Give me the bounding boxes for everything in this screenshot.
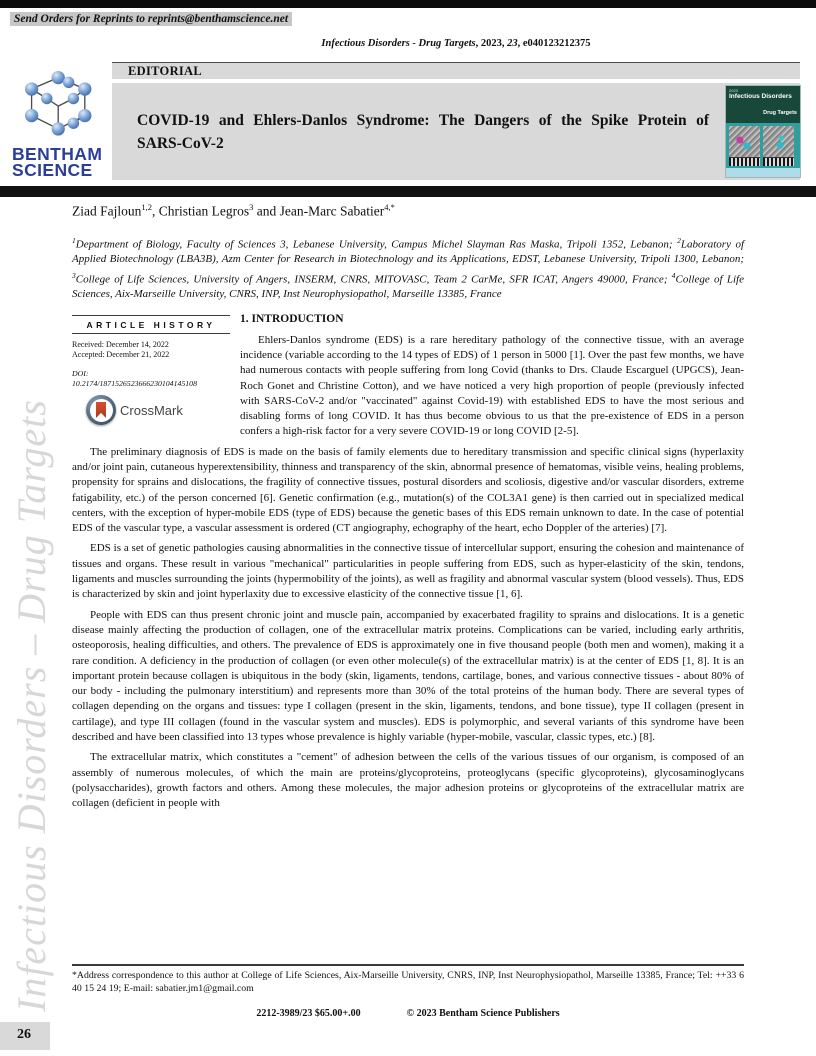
author-separator: , bbox=[152, 203, 159, 219]
citation-volume: 23 bbox=[507, 38, 518, 49]
affiliation-marker: 1 bbox=[72, 235, 76, 245]
cover-molecule-image-left bbox=[729, 126, 760, 166]
section-label-band bbox=[112, 62, 800, 79]
reprint-notice-text[interactable]: Send Orders for Reprints to reprints@benthamscience.net bbox=[10, 12, 292, 26]
author-name: Christian Legros bbox=[158, 203, 250, 219]
paragraph: People with EDS can thus present chronic joint and muscle pain, accompanied by exacerbated fragility to sprains and dislocations. It is a genetic disease mainly affecting the production of collagen, one of the extracellular matrix proteins. Complications can be varied, including early arthritis, osteoporosis, healing difficulties, and others. The prevalence of EDS is approximately one in five thousand people (both men and women), making it a rare condition. A deficiency in the production of collagen (or even other molecule(s) of the extracellular matrix) is at the center of EDS [1, 8]. It is an important protein because collagen is ubiquitous in the body (skin, ligaments, tendons, cartilage, bones, and various connective tissues - about 80% of our body - including the pulmonary interstitium) and represents more than 30% of the total proteins of the human body. There are several types of collagen depending on the organs and tissues: type I collagen (present in the skin, ligaments, tendons, and bone tissue), type II collagen (present in cartilage), and type III collagen (found in the vascular system and muscles). EDS is polymorphic, and several variants of this syndrome have been described and have been classified into 13 types whose prevalence is highly variable (hyper-mobile, vascular, classic types, etc.) [8]. bbox=[72, 608, 744, 744]
section-label: EDITORIAL bbox=[128, 64, 203, 78]
page-footer bbox=[72, 1008, 744, 1019]
doi-value[interactable]: 10.2174/1871526523666230104145108 bbox=[72, 379, 197, 389]
doi-label: DOI: bbox=[72, 369, 89, 379]
article-history-dates bbox=[72, 334, 230, 362]
author-affil-marker: 3 bbox=[249, 202, 254, 212]
introduction-section bbox=[72, 313, 744, 812]
journal-cover-thumbnail[interactable] bbox=[726, 86, 800, 177]
cover-header bbox=[726, 86, 800, 123]
affiliations bbox=[72, 233, 744, 303]
cover-filmstrip bbox=[729, 157, 760, 166]
crossmark-badge[interactable] bbox=[86, 395, 230, 425]
publisher-name-line2: SCIENCE bbox=[12, 160, 93, 181]
correspondence-footnote[interactable]: *Address correspondence to this author at College of Life Sciences, Aix-Marseille University, CNRS, INP, Inst Neurophysiopathol, Marseille 13385, France; Tel: ++33 6 40 15 24 19; E-mail: sabatier.jm1@gmail.com bbox=[72, 964, 744, 995]
crossmark-label: CrossMark bbox=[120, 402, 183, 418]
affiliation-text: College of Life Sciences, Aix-Marseille University, CNRS, INP, Inst Neurophysiopathol, Marseille 13385, France bbox=[72, 273, 744, 301]
affiliation-text: Laboratory of Applied Biotechnology (LBA3B), Azm Center for Research in Biotechnology and its Applications, EDST, Lebanese University, Tripoli 1300, Lebanon; bbox=[72, 238, 744, 266]
author-separator: and bbox=[253, 203, 280, 219]
citation-article-id: , e040123212375 bbox=[517, 38, 591, 49]
accepted-date: Accepted: December 21, 2022 bbox=[72, 350, 170, 360]
issn-price: 2212-3989/23 $65.00+.00 bbox=[256, 1008, 361, 1019]
author-name: Jean-Marc Sabatier bbox=[279, 203, 385, 219]
section-heading-introduction: 1. INTRODUCTION bbox=[240, 312, 344, 325]
affiliation-marker: 3 bbox=[72, 270, 76, 280]
author-line bbox=[72, 202, 744, 220]
author-affil-marker: 4,* bbox=[384, 202, 395, 212]
cover-year: 2023 bbox=[729, 88, 738, 93]
doi-block bbox=[72, 369, 230, 389]
molecule-logo-icon bbox=[14, 70, 110, 146]
paragraph: The preliminary diagnosis of EDS is made on the basis of family elements due to hereditary transmission and specific clinical signs (hyperlaxity and/or joint pain, cutaneous hyperextensibility, thinness and transparency of the skin, abnormal presence of hematomas, visible veins, healing problems, propensity for sprains and dislocations, the fragility of connective tissues, postural disorders and scoliosis, digestive and/or vascular disorders, extreme fatigability, etc.) of the person concerned [6]. Genetic confirmation (e.g., mutation(s) of the COL3A1 gene) is then carried out in specialized medical centers, with the exception of hyper-mobile EDS (type of EDS) because the genetic bases of this EDS remain unknown to date. In the case of potential EDS of the vascular type, a vascular assessment is ordered (CT angiography, echography of the heart, echo Doppler of the arteries) [7]. bbox=[72, 445, 744, 535]
author-affil-marker: 1,2 bbox=[141, 202, 152, 212]
header-divider-bar bbox=[0, 186, 816, 197]
copyright-notice: © 2023 Bentham Science Publishers bbox=[406, 1008, 560, 1019]
citation-year: , 2023, bbox=[475, 38, 508, 49]
article-history-heading: ARTICLE HISTORY bbox=[86, 319, 216, 330]
citation-journal: Infectious Disorders - Drug Targets bbox=[321, 38, 476, 49]
affiliation-marker: 4 bbox=[671, 270, 676, 280]
paragraph: Ehlers-Danlos syndrome (EDS) is a rare hereditary pathology of the connective tissue, with an average incidence (variable according to the 14 types of EDS) of 1 person in 5000 [1]. Over the past few months, we have had numerous contacts with people suffering from long Covid (thanks to Drs. Claude Escarguel (UPGCS), Jean-Roch Gonet and Christine Cotton), and we have noticed a very high proportion of people (previously infected with SARS-CoV-2 and/or "vaccinated" against Covid-19) with established EDS to have the most serious and disabling forms of long COVID. It has thus become obvious to us that the pre-existence of EDS in a person confers a high-risk factor for a very severe COVID-19 or long COVID [2-5]. bbox=[240, 333, 744, 438]
article-history-box bbox=[72, 315, 230, 439]
reprint-notice bbox=[10, 13, 292, 25]
publisher-logo bbox=[12, 70, 112, 181]
cover-subtitle: Drug Targets bbox=[763, 110, 797, 116]
page-title: COVID-19 and Ehlers-Danlos Syndrome: The Dangers of the Spike Protein of SARS-CoV-2 bbox=[137, 112, 709, 153]
affiliation-text: Department of Biology, Faculty of Sciences 3, Lebanese University, Campus Michel Slayman Ras Maska, Tripoli 1352, Lebanon; bbox=[75, 238, 678, 251]
paragraph: The extracellular matrix, which constitutes a "cement" of adhesion between the cells of the various tissues of our organism, is composed of an assembly of numerous molecules, of which the main are proteins/glycoproteins, proteoglycans (specific glycoproteins), glycosaminoglycans (polysaccharides), growth factors and others. Among these molecules, the major adhesion proteins or glycoproteins of the extracellular matrix are collagen (deficient in people with bbox=[72, 751, 744, 810]
article-header bbox=[112, 62, 800, 180]
journal-citation bbox=[112, 38, 800, 49]
cover-molecule-image-right bbox=[763, 126, 794, 166]
article-body bbox=[72, 202, 744, 817]
page-number: 26 bbox=[0, 1022, 50, 1050]
affiliation-text: College of Life Sciences, University of Angers, INSERM, CNRS, MITOVASC, Team 2 CarMe, SFR ICAT, Angers 49000, France; bbox=[75, 273, 672, 286]
publisher-name-line1: BENTHAM bbox=[12, 144, 103, 164]
crossmark-ribbon-icon bbox=[96, 402, 106, 418]
top-rule-bar bbox=[0, 0, 816, 8]
cover-title: Infectious Disorders bbox=[729, 93, 792, 100]
cover-footer-strip bbox=[726, 168, 800, 177]
sidebar-journal-title: Infectious Disorders – Drug Targets bbox=[9, 399, 54, 1012]
received-date: Received: December 14, 2022 bbox=[72, 339, 169, 349]
publisher-name bbox=[12, 144, 112, 181]
author-name: Ziad Fajloun bbox=[72, 203, 142, 219]
paragraph: EDS is a set of genetic pathologies causing abnormalities in the connective tissue of intercellular support, ensuring the cohesion and maintenance of tissues and organs. These result in various "mechanical" particularities in people suffering from EDS, such as hyper-elasticity of the skin, tendons, ligaments and muscles surrounding the joints (hypermobility of the joints), as well as fragility and abnormal vascular system (blood vessels). Thus, EDS is characterized by skin and joint hyperlaxity due to excessive elasticity of the connective tissue [1, 6]. bbox=[72, 542, 744, 601]
crossmark-circle-icon bbox=[86, 395, 116, 425]
cover-artwork bbox=[726, 123, 800, 166]
affiliation-marker: 2 bbox=[677, 235, 681, 245]
title-block bbox=[112, 83, 800, 180]
cover-filmstrip bbox=[763, 157, 794, 166]
